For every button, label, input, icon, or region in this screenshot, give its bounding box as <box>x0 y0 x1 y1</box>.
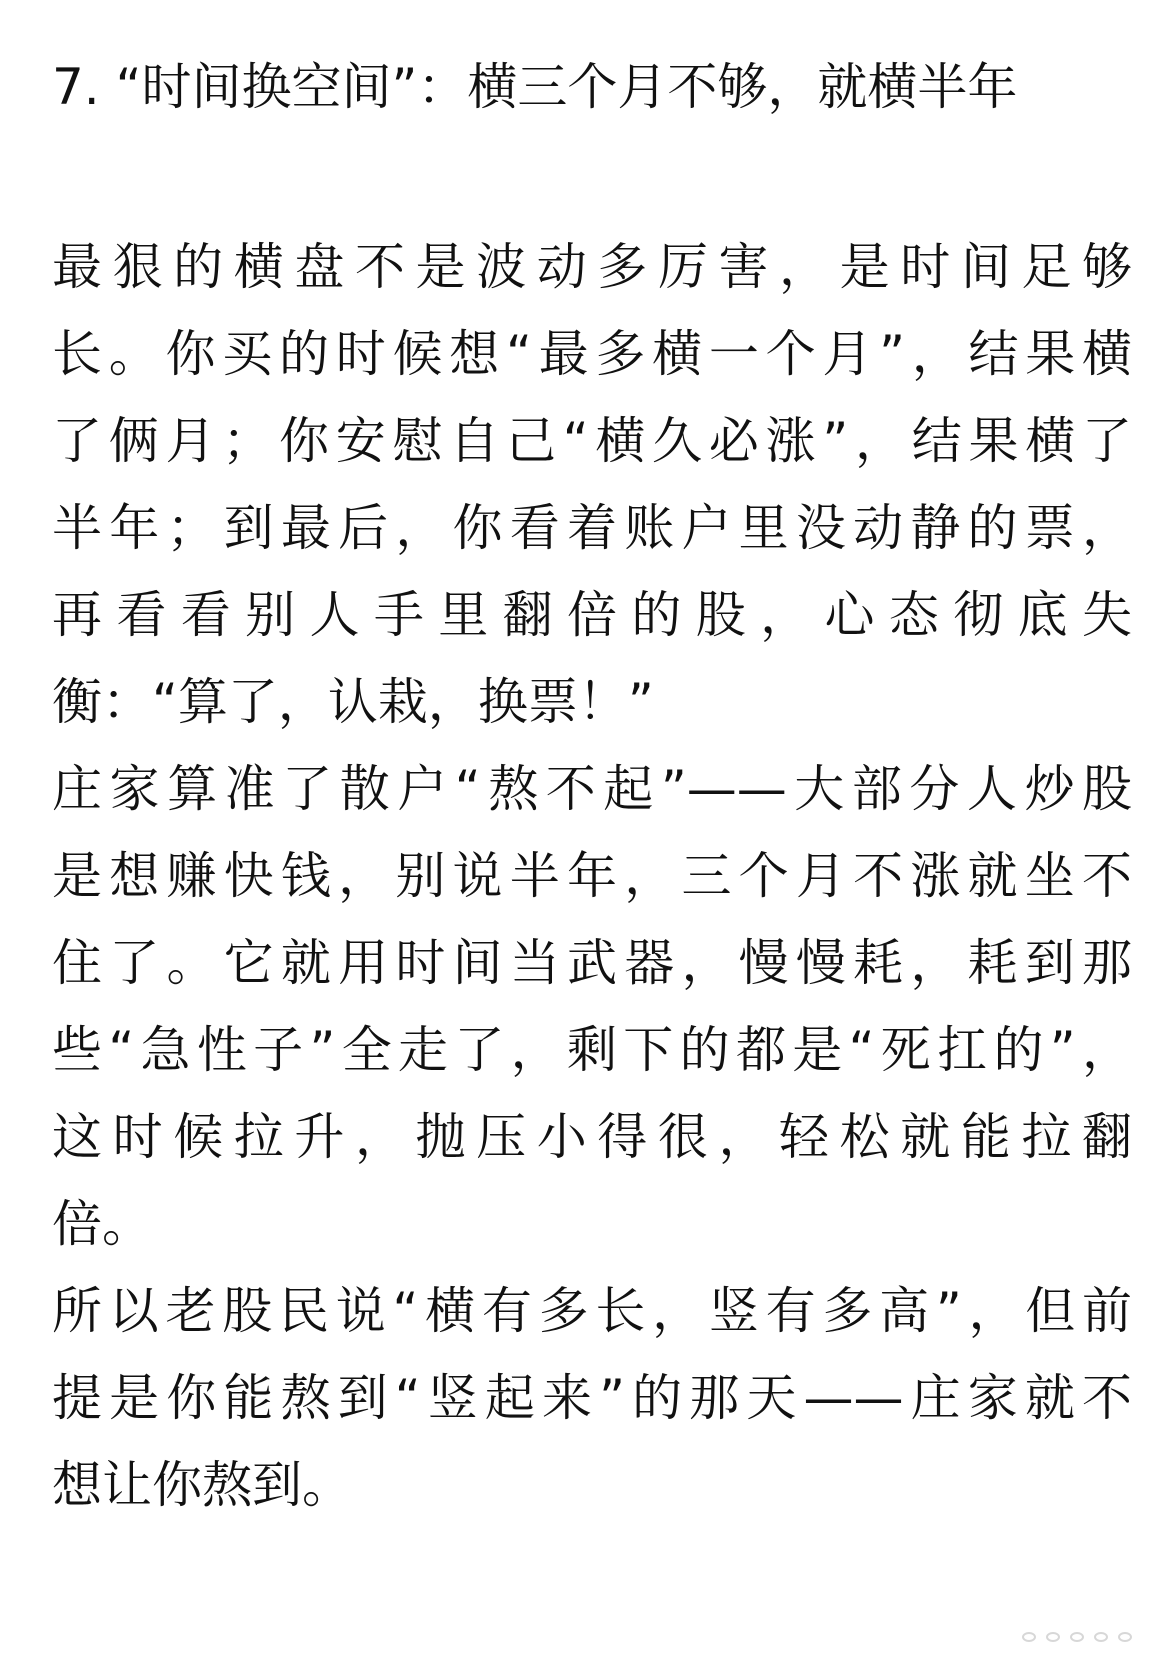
watermark-mark-1 <box>1022 1632 1036 1642</box>
paragraph-1-line-5: 再看看别人手里翻倍的股，心态彻底失 <box>52 586 1132 644</box>
paragraph-1-line-6: 衡：“算了，认栽，换票！” <box>52 673 654 731</box>
paragraph-2-line-5: 这时候拉升，抛压小得很，轻松就能拉翻 <box>52 1108 1132 1166</box>
watermark-logo <box>1022 1624 1132 1650</box>
paragraph-2-line-1: 庄家算准了散户“熬不起”——大部分人炒股 <box>52 760 1132 818</box>
watermark-mark-2 <box>1046 1632 1060 1642</box>
watermark-mark-5 <box>1118 1632 1132 1642</box>
watermark-mark-4 <box>1094 1632 1108 1642</box>
section-heading: 7. “时间换空间”：横三个月不够，就横半年 <box>52 58 1018 116</box>
paragraph-2-line-2: 是想赚快钱，别说半年，三个月不涨就坐不 <box>52 847 1132 905</box>
paragraph-1-line-4: 半年；到最后，你看着账户里没动静的票， <box>52 499 1132 557</box>
paragraph-1-line-1: 最狠的横盘不是波动多厉害，是时间足够 <box>52 238 1132 296</box>
paragraph-3-line-3: 想让你熬到。 <box>52 1456 352 1514</box>
paragraph-2-line-6: 倍。 <box>52 1195 152 1253</box>
paragraph-1-line-3: 了俩月；你安慰自己“横久必涨”，结果横了 <box>52 412 1132 470</box>
paragraph-3-line-1: 所以老股民说“横有多长，竖有多高”，但前 <box>52 1282 1132 1340</box>
paragraph-3-line-2: 提是你能熬到“竖起来”的那天——庄家就不 <box>52 1369 1132 1427</box>
paragraph-1-line-2: 长。你买的时候想“最多横一个月”，结果横 <box>52 325 1132 383</box>
paragraph-2-line-3: 住了。它就用时间当武器，慢慢耗，耗到那 <box>52 934 1132 992</box>
watermark-mark-3 <box>1070 1632 1084 1642</box>
paragraph-2-line-4: 些“急性子”全走了，剩下的都是“死扛的”， <box>52 1021 1132 1079</box>
